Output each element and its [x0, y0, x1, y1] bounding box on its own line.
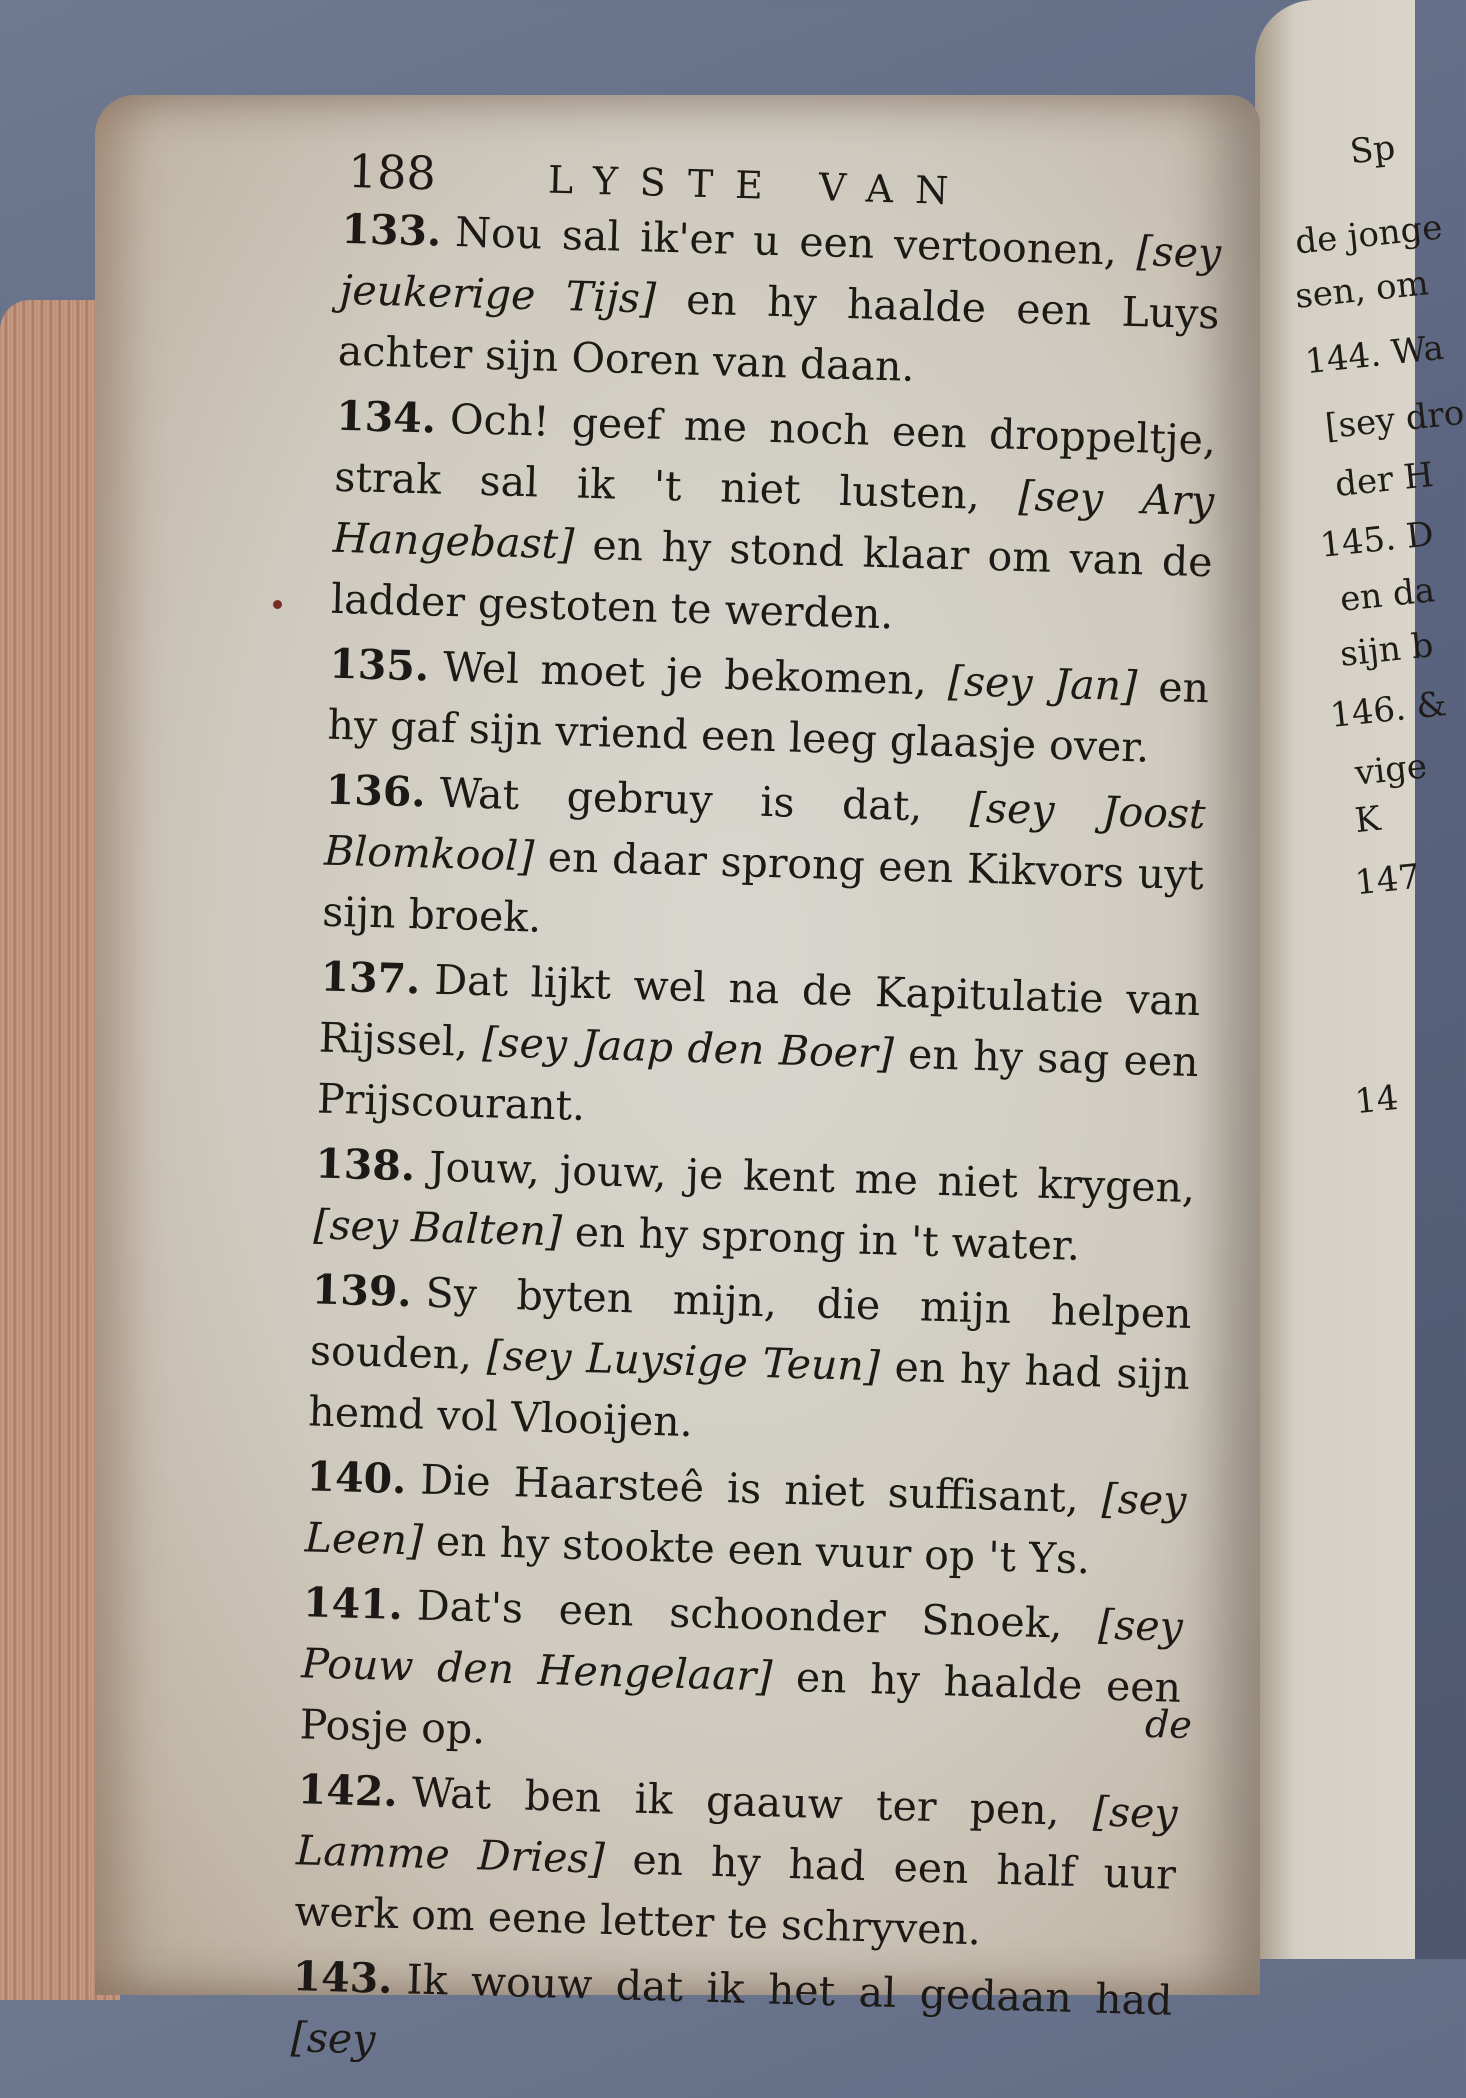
entry-text: Jouw, jouw, je kent me niet krygen, [428, 1142, 1196, 1213]
running-head: LYSTE VAN [547, 157, 972, 214]
entry-list [290, 199, 1222, 2097]
facing-page [1255, 0, 1466, 1959]
facing-text: vige [1353, 746, 1429, 794]
entry-action: en hy gaf sijn vriend een leeg glaasje over. [326, 662, 1210, 772]
entry-speaker: [sey Ary Hangebast] [332, 471, 1215, 569]
entry-action: en hy sag een Prijscourant. [316, 1029, 1200, 1130]
entry [294, 1759, 1179, 1966]
facing-text: de jonge [1293, 207, 1445, 263]
entry-text: Wel moet je bekomen, [442, 642, 949, 705]
entry-number: 136. [325, 765, 427, 817]
entry-speaker: [sey Leen] [304, 1474, 1187, 1565]
entry-text: Sy byten mijn, die mijn helpen souden, [309, 1268, 1193, 1380]
facing-text: K [1352, 798, 1383, 842]
entry [337, 199, 1222, 406]
entry-text: Die Haarsteê is niet suffisant, [419, 1455, 1103, 1523]
entry-speaker: [sey Lamme Dries] [295, 1787, 1179, 1883]
entry-action: en hy had een half uur werk om eene letter te schryven. [293, 1834, 1177, 1955]
entry-number: 134. [335, 391, 437, 443]
page-content [47, 82, 1265, 2064]
entry-action: en hy haalde een Luys achter sijn Ooren van daan. [337, 274, 1221, 391]
entry [313, 1133, 1196, 1280]
entry-number: 142. [297, 1765, 399, 1817]
facing-text: der H [1333, 454, 1436, 506]
facing-text: sen, om [1293, 263, 1431, 317]
entry-action: en daar sprong een Kikvors uyt sijn broek. [321, 832, 1205, 942]
entry-number: 137. [319, 952, 422, 1004]
entry-action: en hy sprong in 't water. [561, 1207, 1081, 1270]
facing-text: en da [1338, 570, 1437, 620]
entry-text: Wat gebruy is dat, [438, 768, 971, 832]
entry-text: Dat lijkt wel na de Kapitulatie van Rijssel, [318, 955, 1201, 1067]
entry [290, 1946, 1173, 2093]
entry-text: Wat ben ik gaauw ter pen, [411, 1768, 1094, 1836]
facing-text: sijn b [1338, 625, 1436, 675]
entry-action: en hy haalde een Posje op. [299, 1652, 1182, 1754]
facing-text: 144. Wa [1303, 327, 1446, 383]
entry-number: 141. [302, 1578, 404, 1630]
facing-text: 145. D [1318, 514, 1436, 566]
book-page [95, 95, 1260, 2064]
entry-text: Nou sal ik'er u een vertoonen, [454, 208, 1138, 276]
entry-number: 138. [314, 1139, 416, 1191]
entry-number: 140. [305, 1452, 408, 1504]
entry [330, 386, 1216, 654]
entry-speaker: [sey Jan] [947, 656, 1138, 711]
facing-text: 146. & [1328, 684, 1449, 736]
entry [322, 760, 1207, 967]
entry-number: 143. [292, 1952, 394, 2003]
entry-text: Ik wouw dat ik het al gedaan had [405, 1955, 1174, 2025]
facing-text: [sey dro [1323, 392, 1466, 448]
entry-action: en hy had sijn hemd vol Vlooijen. [307, 1342, 1191, 1447]
facing-text: 14 [1353, 1077, 1401, 1123]
entry-speaker: [sey [290, 2013, 377, 2064]
entry [304, 1446, 1187, 1593]
entry-text: Dat's een schoonder Snoek, [416, 1581, 1100, 1649]
entry [299, 1572, 1184, 1779]
entry [316, 947, 1201, 1154]
facing-text: Sp [1348, 127, 1398, 173]
facing-text: 147 [1353, 856, 1422, 904]
entry [308, 1259, 1193, 1466]
entry-speaker: [sey Luysige Teun] [486, 1331, 881, 1391]
entry-action: en hy stond klaar om van de ladder gestoten te werden. [330, 520, 1214, 639]
entry-number: 139. [311, 1265, 413, 1317]
entry-speaker: [sey Pouw den Hengelaar] [300, 1600, 1184, 1701]
catchword: de [1144, 1701, 1193, 1748]
entry-speaker: [sey Jaap den Boer] [481, 1018, 895, 1078]
entry [327, 634, 1210, 781]
entry-action: en hy stookte een vuur op 't Ys. [422, 1516, 1091, 1584]
entry-number: 133. [340, 204, 442, 256]
entry-speaker: [sey Joost Blomkool] [323, 783, 1207, 881]
entry-speaker: [sey jeukerige Tijs] [339, 227, 1222, 323]
page-number: 188 [347, 144, 437, 201]
entry-text: Och! geef me noch een droppeltje, strak sal ik 't niet lusten, [333, 394, 1217, 520]
entry-number: 135. [328, 639, 430, 691]
entry-speaker: [sey Balten] [313, 1200, 563, 1256]
